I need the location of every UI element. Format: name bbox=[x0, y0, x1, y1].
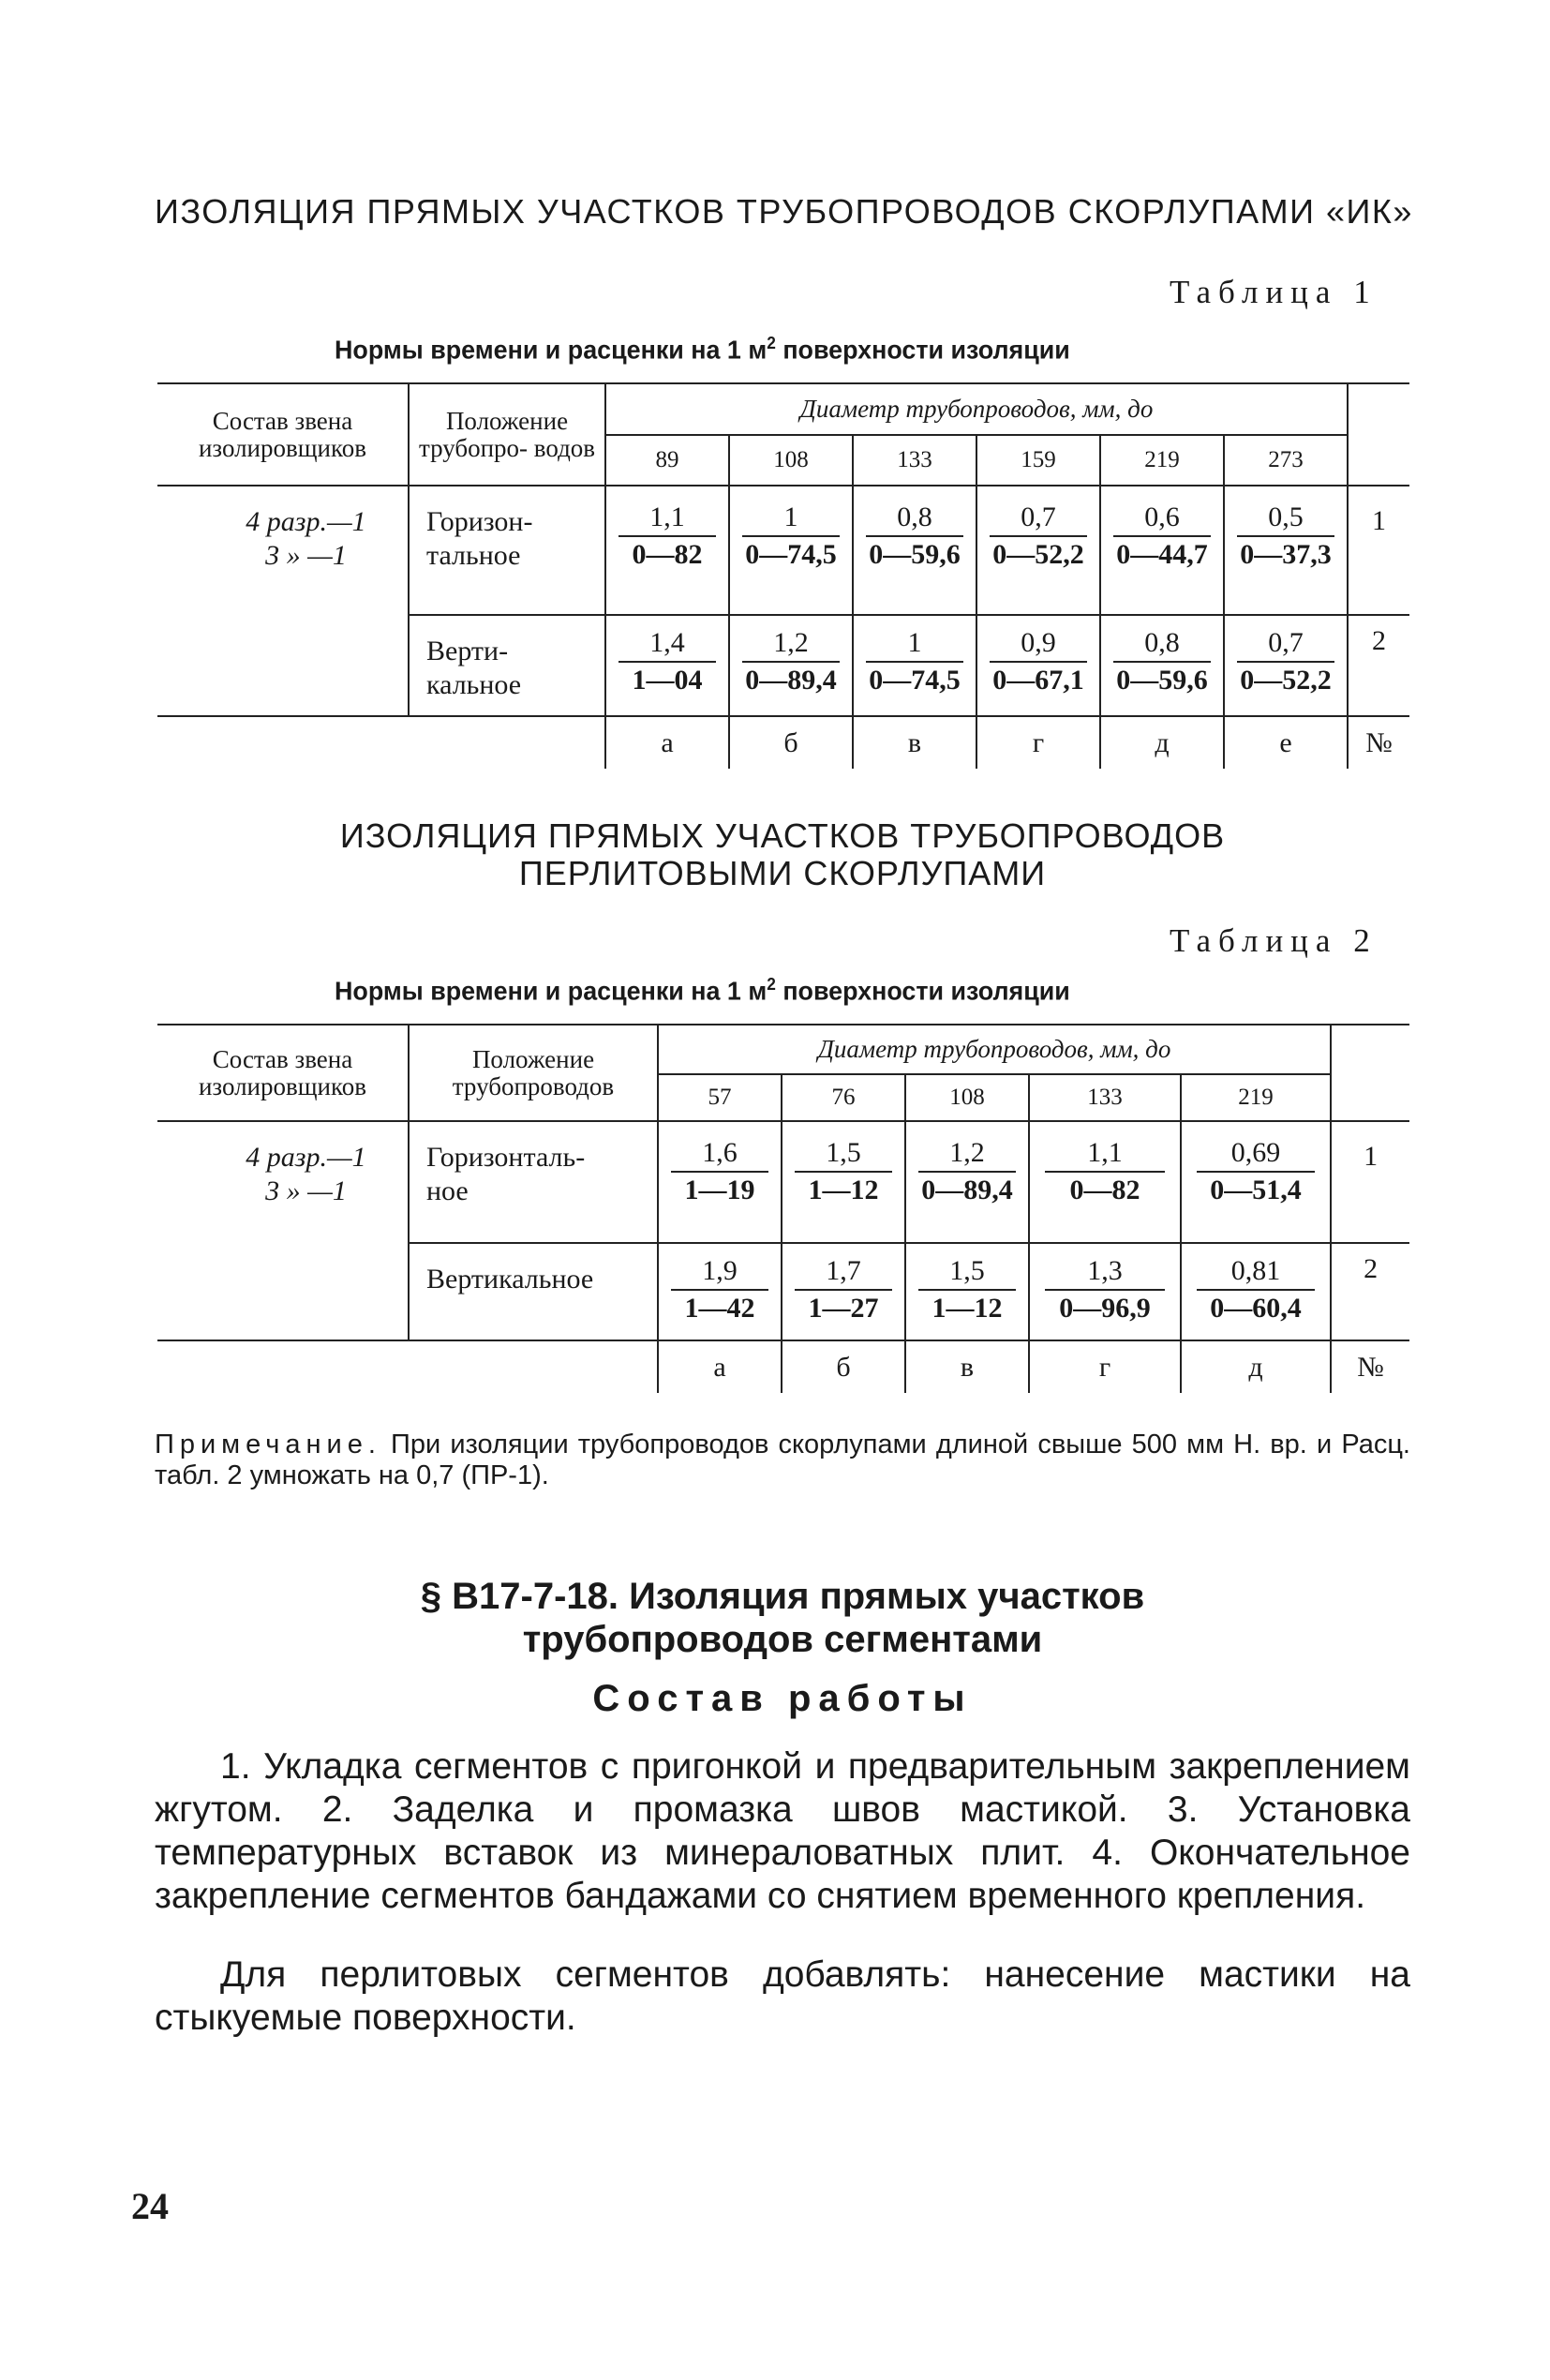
table1-col-sostav: Состав звена изолировщиков bbox=[157, 383, 409, 486]
table1-cell bbox=[605, 615, 729, 716]
rate: 0—52,2 bbox=[992, 539, 1084, 570]
table2-letter: д bbox=[1181, 1340, 1331, 1393]
table1-caption-sup: 2 bbox=[767, 334, 776, 352]
norm-time: 0,9 bbox=[990, 625, 1087, 663]
table1-cell bbox=[853, 486, 976, 615]
table2-position-horizontal bbox=[409, 1121, 658, 1243]
rate: 1—27 bbox=[808, 1293, 879, 1324]
table2-letter: б bbox=[782, 1340, 905, 1393]
table1-cell bbox=[1100, 615, 1224, 716]
table2-empty bbox=[157, 1340, 409, 1393]
table2-diam: 108 bbox=[905, 1074, 1029, 1121]
norm-time: 1,6 bbox=[671, 1135, 768, 1173]
norm-time: 1,3 bbox=[1045, 1253, 1165, 1291]
table1-position-vertical bbox=[409, 615, 605, 716]
table1-no-sign: № bbox=[1365, 726, 1393, 758]
table1-cell bbox=[729, 615, 853, 716]
rate: 0—52,2 bbox=[1240, 665, 1332, 696]
table2-letter: а bbox=[658, 1340, 782, 1393]
norm-time: 0,69 bbox=[1197, 1135, 1315, 1173]
table1-diam: 219 bbox=[1100, 435, 1224, 486]
table2 bbox=[157, 1024, 1409, 1393]
table1-letter: в bbox=[853, 716, 976, 769]
norm-time: 0,6 bbox=[1113, 500, 1211, 537]
rate: 0—89,4 bbox=[745, 665, 837, 696]
rate: 0—60,4 bbox=[1210, 1293, 1302, 1324]
table1-letter: а bbox=[605, 716, 729, 769]
norm-time: 1,1 bbox=[1045, 1135, 1165, 1173]
table2-cell bbox=[1181, 1121, 1331, 1243]
rate: 1—19 bbox=[684, 1175, 755, 1205]
position-line: Горизон- bbox=[426, 506, 533, 537]
table2-letter: в bbox=[905, 1340, 1029, 1393]
table2-no-sign: № bbox=[1357, 1351, 1384, 1383]
table2-row-no: 1 bbox=[1364, 1141, 1379, 1172]
table2-col-diam: Диаметр трубопроводов, мм, до bbox=[658, 1025, 1331, 1074]
table2-diam: 219 bbox=[1181, 1074, 1331, 1121]
table1 bbox=[157, 382, 1409, 769]
table1-cell bbox=[976, 486, 1100, 615]
table1-diam: 108 bbox=[729, 435, 853, 486]
table2-sostav bbox=[157, 1121, 409, 1340]
section-subtitle: Состав работы bbox=[592, 1678, 973, 1719]
position-line: Горизонталь- bbox=[426, 1142, 586, 1173]
table1-row-no: 1 bbox=[1372, 505, 1386, 536]
rate: 1—42 bbox=[684, 1293, 755, 1324]
rate: 0—67,1 bbox=[992, 665, 1084, 696]
heading-ik-shells: ИЗОЛЯЦИЯ ПРЯМЫХ УЧАСТКОВ ТРУБОПРОВОДОВ СКОРЛУПАМИ «ИК» bbox=[155, 192, 1413, 231]
table-row bbox=[157, 486, 1409, 615]
table1-col-diam: Диаметр трубопроводов, мм, до bbox=[605, 383, 1348, 435]
table1-diam: 133 bbox=[853, 435, 976, 486]
norm-time: 0,8 bbox=[866, 500, 963, 537]
table2-cell bbox=[782, 1121, 905, 1243]
table1-empty bbox=[157, 716, 409, 769]
norm-time: 0,7 bbox=[990, 500, 1087, 537]
rate: 0—44,7 bbox=[1116, 539, 1208, 570]
table2-cell bbox=[782, 1243, 905, 1340]
section-title bbox=[155, 1575, 1410, 1661]
work-paragraph-2: Для перлитовых сегментов добавлять: нанесение мастики на стыкуемые поверхности. bbox=[155, 1954, 1410, 2038]
rate: 0—82 bbox=[1069, 1175, 1140, 1205]
table1-corner bbox=[1348, 383, 1409, 486]
table2-letter: г bbox=[1029, 1340, 1181, 1393]
table1-cell bbox=[605, 486, 729, 615]
table2-caption-sup: 2 bbox=[767, 975, 776, 994]
norm-time: 1,5 bbox=[918, 1253, 1016, 1291]
table1-cell bbox=[729, 486, 853, 615]
sostav-line: 4 разр.—1 bbox=[246, 1142, 366, 1173]
norm-time: 1,2 bbox=[742, 625, 840, 663]
table2-cell bbox=[658, 1243, 782, 1340]
note-label: Примечание. bbox=[155, 1429, 381, 1459]
table2-empty bbox=[409, 1340, 658, 1393]
table2-caption-text: Нормы времени и расценки на 1 м bbox=[335, 976, 768, 1006]
table1-diam: 89 bbox=[605, 435, 729, 486]
rate: 0—59,6 bbox=[869, 539, 961, 570]
norm-time: 1,2 bbox=[918, 1135, 1016, 1173]
rate: 1—04 bbox=[632, 665, 703, 696]
table2-cell bbox=[1029, 1121, 1181, 1243]
norm-time: 1,7 bbox=[795, 1253, 892, 1291]
norm-time: 0,81 bbox=[1197, 1253, 1315, 1291]
norm-time: 0,8 bbox=[1113, 625, 1211, 663]
table1-position-horizontal bbox=[409, 486, 605, 615]
norm-time: 1,9 bbox=[671, 1253, 768, 1291]
table1-cell bbox=[1224, 615, 1348, 716]
table2-caption-tail: поверхности изоляции bbox=[775, 976, 1070, 1006]
table-row bbox=[157, 716, 1409, 769]
position-line: ное bbox=[426, 1175, 469, 1206]
table2-diam: 57 bbox=[658, 1074, 782, 1121]
table2-corner bbox=[1331, 1025, 1409, 1121]
heading-perlite-shells bbox=[155, 817, 1410, 892]
table2-position-vertical bbox=[409, 1243, 658, 1340]
table1-empty bbox=[409, 716, 605, 769]
norm-time: 0,5 bbox=[1237, 500, 1334, 537]
sostav-line: 3 » —1 bbox=[265, 1175, 347, 1206]
table1-label: Таблица 1 bbox=[1170, 274, 1378, 310]
table1-letter: г bbox=[976, 716, 1100, 769]
table-row bbox=[157, 1340, 1409, 1393]
note-text: При изоляции трубопроводов скорлупами длиной свыше 500 мм Н. вр. и Расц. табл. 2 умножать на 0,7 (ПР-1). bbox=[155, 1429, 1410, 1490]
table2-cell bbox=[905, 1243, 1029, 1340]
page-number: 24 bbox=[131, 2185, 169, 2227]
note bbox=[155, 1429, 1410, 1491]
position-line: кальное bbox=[426, 669, 522, 700]
table1-cell bbox=[853, 615, 976, 716]
table1-caption-tail: поверхности изоляции bbox=[775, 335, 1070, 365]
table1-letter: д bbox=[1100, 716, 1224, 769]
table1-cell bbox=[976, 615, 1100, 716]
table1-diam: 159 bbox=[976, 435, 1100, 486]
table2-cell bbox=[1029, 1243, 1181, 1340]
rate: 0—37,3 bbox=[1240, 539, 1332, 570]
rate: 0—96,9 bbox=[1059, 1293, 1151, 1324]
table2-diam: 133 bbox=[1029, 1074, 1181, 1121]
table1-caption-text: Нормы времени и расценки на 1 м bbox=[335, 335, 768, 365]
table2-col-sostav: Состав звена изолировщиков bbox=[157, 1025, 409, 1121]
position-line: тальное bbox=[426, 540, 521, 571]
table1-sostav bbox=[157, 486, 409, 716]
table2-label: Таблица 2 bbox=[1170, 922, 1378, 959]
rate: 0—82 bbox=[632, 539, 703, 570]
table-row bbox=[157, 1121, 1409, 1243]
section-title-line: трубопроводов сегментами bbox=[522, 1619, 1043, 1660]
sostav-line: 4 разр.—1 bbox=[246, 506, 366, 537]
table1-cell bbox=[1100, 486, 1224, 615]
table1-letter: е bbox=[1224, 716, 1348, 769]
rate: 0—51,4 bbox=[1210, 1175, 1302, 1205]
table2-cell bbox=[1181, 1243, 1331, 1340]
norm-time: 1,1 bbox=[619, 500, 716, 537]
norm-time: 1,5 bbox=[795, 1135, 892, 1173]
work-paragraph-1: 1. Укладка сегментов с пригонкой и предварительным закреплением жгутом. 2. Заделка и промазка швов мастикой. 3. Установка температурных вставок из минераловатных плит. 4. Окончательное закрепление сегментов бандажами со снятием временного крепления. bbox=[155, 1746, 1410, 1916]
position-line: Вертикальное bbox=[426, 1264, 594, 1295]
rate: 1—12 bbox=[808, 1175, 879, 1205]
rate: 0—74,5 bbox=[869, 665, 961, 696]
table1-col-position: Положение трубопро- водов bbox=[409, 383, 605, 486]
norm-time: 0,7 bbox=[1237, 625, 1334, 663]
table1-letter: б bbox=[729, 716, 853, 769]
rate: 0—89,4 bbox=[921, 1175, 1013, 1205]
norm-time: 1 bbox=[866, 625, 963, 663]
sostav-line: 3 » —1 bbox=[265, 540, 347, 571]
norm-time: 1 bbox=[742, 500, 840, 537]
table2-cell bbox=[905, 1121, 1029, 1243]
table2-row-no: 2 bbox=[1331, 1243, 1409, 1340]
table1-cell bbox=[1224, 486, 1348, 615]
table1-diam: 273 bbox=[1224, 435, 1348, 486]
heading2-line: ИЗОЛЯЦИЯ ПРЯМЫХ УЧАСТКОВ ТРУБОПРОВОДОВ bbox=[339, 816, 1226, 855]
section-title-line: § В17-7-18. Изоляция прямых участков bbox=[420, 1576, 1145, 1617]
norm-time: 1,4 bbox=[619, 625, 716, 663]
rate: 1—12 bbox=[931, 1293, 1003, 1324]
table2-col-position: Положение трубопроводов bbox=[409, 1025, 658, 1121]
table2-caption bbox=[335, 975, 1070, 1006]
position-line: Верти- bbox=[426, 636, 509, 666]
table1-caption bbox=[335, 334, 1070, 365]
table2-diam: 76 bbox=[782, 1074, 905, 1121]
rate: 0—74,5 bbox=[745, 539, 837, 570]
table2-cell bbox=[658, 1121, 782, 1243]
rate: 0—59,6 bbox=[1116, 665, 1208, 696]
table1-row-no: 2 bbox=[1348, 615, 1409, 716]
heading2-line: ПЕРЛИТОВЫМИ СКОРЛУПАМИ bbox=[518, 854, 1047, 892]
